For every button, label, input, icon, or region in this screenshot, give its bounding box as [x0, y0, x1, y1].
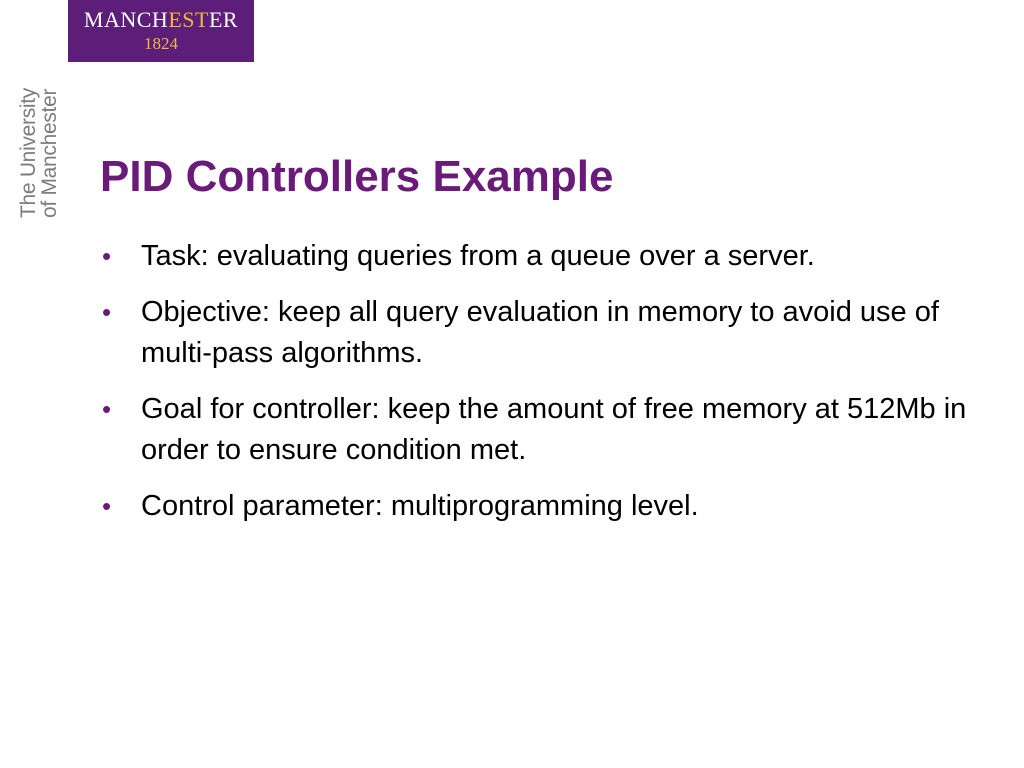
bullet-dot-icon: • — [102, 297, 112, 327]
bullet-text: Control parameter: multiprogramming level. — [141, 490, 699, 522]
university-name-vertical — [18, 58, 60, 218]
bullet-item — [100, 236, 980, 277]
bullet-item — [100, 486, 980, 527]
slide-title: PID Controllers Example — [100, 152, 614, 201]
bullet-text: Task: evaluating queries from a queue over a server. — [141, 240, 815, 272]
logo-wordmark-part-1: MANCH — [83, 7, 169, 32]
logo-year: 1824 — [144, 34, 178, 53]
logo-wordmark-part-2: EST — [168, 7, 209, 32]
bullet-dot-icon: • — [102, 491, 112, 521]
logo-wordmark — [68, 9, 254, 31]
bullet-list — [100, 236, 980, 542]
bullet-dot-icon: • — [102, 394, 112, 424]
logo-wordmark-part-3: ER — [208, 7, 239, 32]
bullet-item — [100, 389, 980, 471]
university-name-line-2: of Manchester — [38, 88, 61, 218]
university-name-line-1: The University — [17, 87, 40, 218]
bullet-dot-icon: • — [102, 241, 112, 271]
bullet-text: Objective: keep all query evaluation in memory to avoid use of multi-pass algorithms. — [141, 296, 939, 369]
bullet-item — [100, 292, 980, 374]
bullet-text: Goal for controller: keep the amount of free memory at 512Mb in order to ensure condition met. — [141, 393, 967, 466]
manchester-logo — [68, 0, 254, 62]
